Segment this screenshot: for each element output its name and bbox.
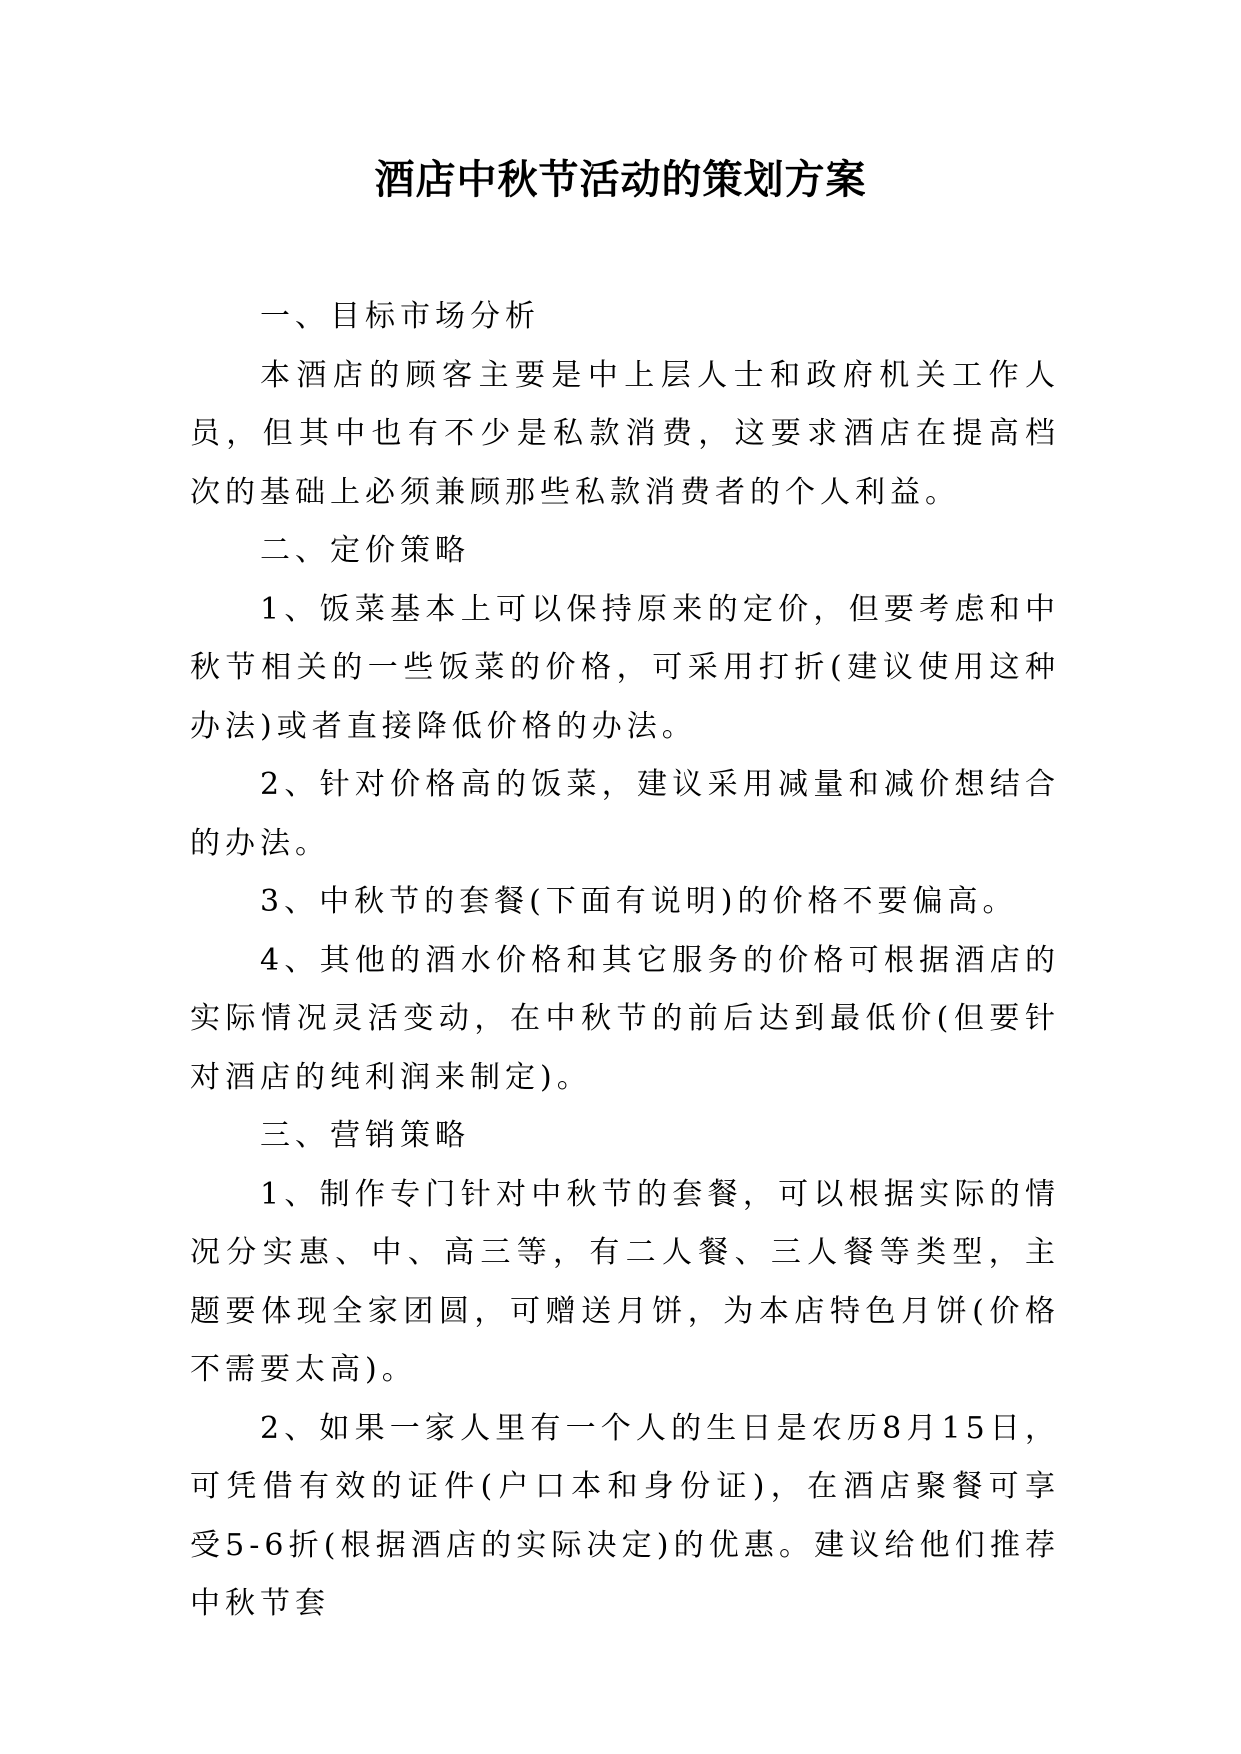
paragraph-pricing-2: 2、针对价格高的饭菜，建议采用减量和减价想结合的办法。: [190, 767, 1060, 861]
paragraph-marketing-1: 1、制作专门针对中秋节的套餐，可以根据实际的情况分实惠、中、高三等，有二人餐、三人餐等类型，主题要体现全家团圆，可赠送月饼，为本店特色月饼(价格不需要太高)。: [190, 1176, 1060, 1387]
paragraph-customers: 本酒店的顾客主要是中上层人士和政府机关工作人员，但其中也有不少是私款消费，这要求酒店在提高档次的基础上必须兼顾那些私款消费者的个人利益。: [190, 357, 1060, 510]
document-title: 酒店中秋节活动的策划方案: [374, 157, 867, 203]
document-body: [190, 288, 1060, 1634]
heading-marketing-strategy: 三、营销策略: [260, 1118, 470, 1153]
heading-pricing-strategy: 二、定价策略: [260, 533, 470, 568]
paragraph-pricing-1: 1、饭菜基本上可以保持原来的定价，但要考虑和中秋节相关的一些饭菜的价格，可采用打折(建议使用这种办法)或者直接降低价格的办法。: [190, 591, 1060, 744]
heading-target-market: 一、目标市场分析: [260, 299, 540, 334]
paragraph-pricing-4: 4、其他的酒水价格和其它服务的价格可根据酒店的实际情况灵活变动，在中秋节的前后达到最低价(但要针对酒店的纯利润来制定)。: [190, 942, 1060, 1095]
paragraph-pricing-3: 3、中秋节的套餐(下面有说明)的价格不要偏高。: [260, 884, 1018, 919]
paragraph-marketing-2: 2、如果一家人里有一个人的生日是农历8月15日，可凭借有效的证件(户口本和身份证)，在酒店聚餐可享受5-6折(根据酒店的实际决定)的优惠。建议给他们推荐中秋节套: [190, 1410, 1060, 1621]
